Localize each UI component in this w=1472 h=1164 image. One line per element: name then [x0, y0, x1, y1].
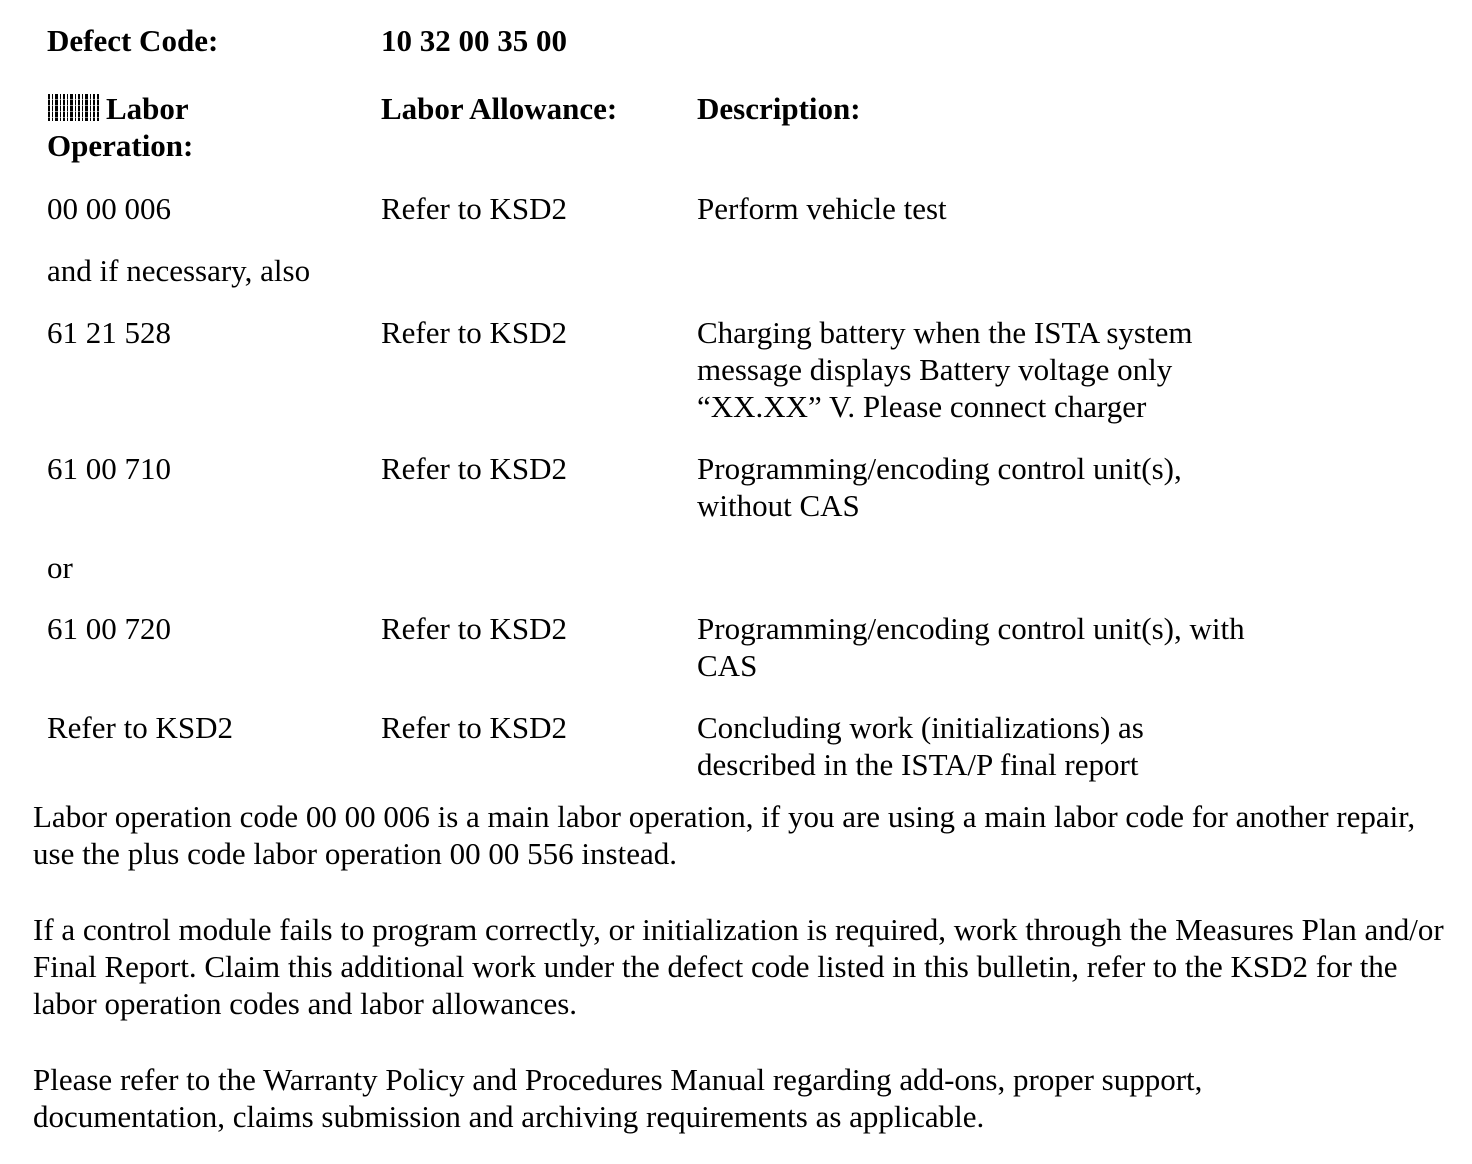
labor-op-code: 61 21 528 [47, 315, 171, 350]
labor-description: Perform vehicle test [697, 191, 947, 226]
labor-description: Concluding work (initializations) as described in the ISTA/P final report [697, 710, 1144, 782]
paragraph-warranty-policy-note: Please refer to the Warranty Policy and Procedures Manual regarding add-ons, proper support, documentation, claims submission and archiving requirements as applicable. [33, 1062, 1203, 1134]
labor-description: Charging battery when the ISTA system message displays Battery voltage only “XX.XX” V. Please connect charger [697, 315, 1193, 424]
paragraph-control-module-note: If a control module fails to program correctly, or initialization is required, work through the Measures Plan and/or Final Report. Claim this additional work under the defect code listed in this bulletin, refer to the KSD2 for the labor operation codes and labor allowances. [33, 912, 1444, 1021]
labor-description: Programming/encoding control unit(s), with CAS [697, 611, 1245, 683]
table-note: and if necessary, also [47, 253, 311, 288]
defect-code-value: 10 32 00 35 00 [381, 23, 567, 58]
labor-allowance: Refer to KSD2 [381, 315, 567, 350]
labor-op-code: 00 00 006 [47, 191, 171, 226]
labor-allowance-heading: Labor Allowance: [381, 91, 618, 126]
labor-allowance: Refer to KSD2 [381, 451, 567, 486]
labor-description: Programming/encoding control unit(s), without CAS [697, 451, 1182, 523]
labor-operation-heading [47, 90, 277, 164]
labor-op-code: 61 00 710 [47, 451, 171, 486]
paragraph-main-labor-note: Labor operation code 00 00 006 is a main labor operation, if you are using a main labor code for another repair, use the plus code labor operation 00 00 556 instead. [33, 799, 1416, 871]
labor-op-code: Refer to KSD2 [47, 710, 233, 745]
defect-code-label: Defect Code: [47, 23, 219, 58]
labor-allowance: Refer to KSD2 [381, 611, 567, 646]
labor-allowance: Refer to KSD2 [381, 191, 567, 226]
barcode-icon [47, 93, 100, 122]
description-heading: Description: [697, 91, 861, 126]
labor-allowance: Refer to KSD2 [381, 710, 567, 745]
labor-operation-heading-text: Labor Operation: [47, 91, 194, 163]
labor-op-code: 61 00 720 [47, 611, 171, 646]
table-note: or [47, 550, 73, 585]
